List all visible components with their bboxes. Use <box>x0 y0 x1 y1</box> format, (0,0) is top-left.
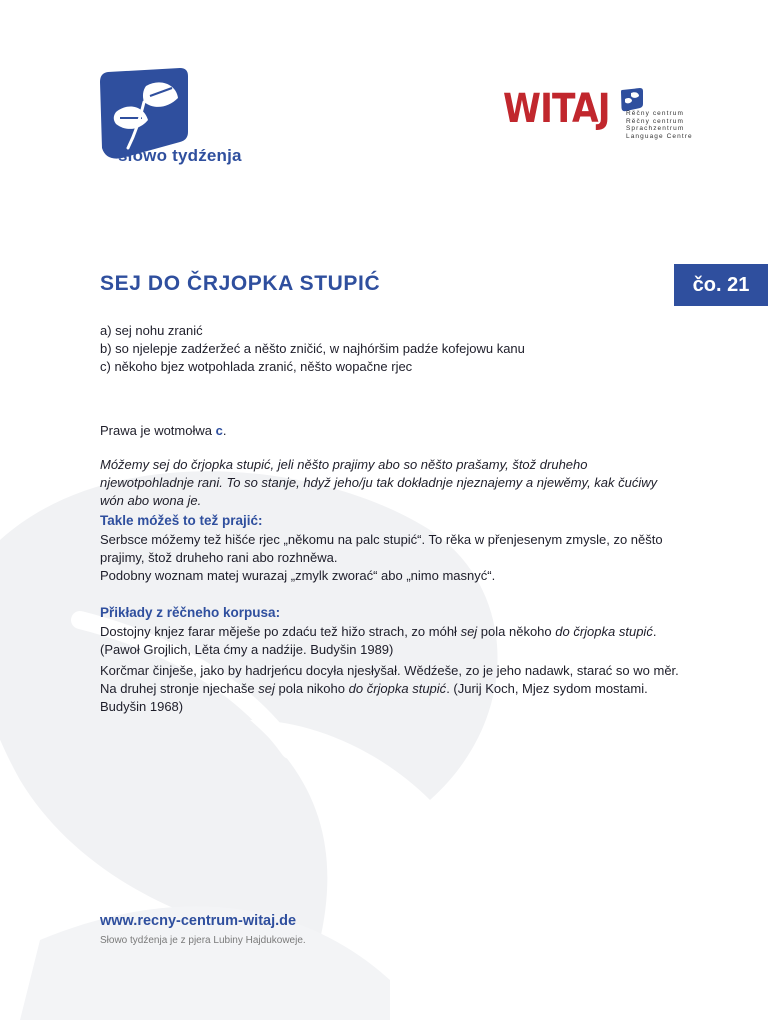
example-text: pola nikoho <box>274 681 349 696</box>
witaj-line: Sprachzentrum <box>626 125 685 133</box>
issue-number-badge: čo. 21 <box>674 264 768 306</box>
witaj-line: Rěčny centrum <box>626 110 685 117</box>
website-link[interactable]: www.recny-centrum-witaj.de <box>100 913 297 929</box>
example-italic: do črjopka stupić <box>348 681 447 696</box>
example-text: . (Pawoł Grojlich, Lěta ćmy a nadźije. Budyšin 1989) <box>100 624 657 657</box>
author-credit: Słowo tydźenja je z pjera Lubiny Hajdukoweje. <box>100 935 306 946</box>
example-italic: do črjopka stupić <box>555 624 653 639</box>
option-c: c) někoho bjez wotpohlada zranić, něšto wopačne rjec <box>100 359 413 374</box>
alternatives-body <box>100 531 680 585</box>
answer-letter: c <box>215 423 223 438</box>
corpus-example-2 <box>100 662 680 716</box>
example-text: Dostojny knjez farar měješe po zdaću tež hižo strach, zo móhł <box>100 624 461 639</box>
witaj-language-lines <box>626 110 693 140</box>
option-b: b) so njelepje zadźeržeć a něšto zničić, w najhóršim padźe kofejowu kanu <box>100 341 525 356</box>
witaj-wordmark: WITAJ <box>503 86 610 132</box>
example-text: . (Jurij Koch, Mjez sydom mostami. Budyšin 1968) <box>100 681 648 714</box>
alternatives-heading: Takle móžeš to tež prajić: <box>100 513 263 528</box>
alternatives-line: Serbsce móžemy tež hišće rjec „někomu na palc stupić“. To rěka w přenjesenym zmysle, zo něšto prajimy, štož druheho rani abo rozhněwa. <box>100 532 663 565</box>
logo-caption: słowo tydźenja <box>118 146 242 165</box>
background-leaf-watermark <box>0 420 660 1020</box>
alternatives-line: Podobny woznam matej wurazaj „zmylk zworać“ abo „nimo masnyć“. <box>100 568 496 583</box>
option-a: a) sej nohu zranić <box>100 323 203 338</box>
witaj-leaf-icon <box>620 86 644 112</box>
answer-options <box>100 322 680 376</box>
example-italic: sej <box>258 681 275 696</box>
answer-text: Prawa je wotmołwa <box>100 423 216 438</box>
explanation-paragraph: Móžemy sej do črjopka stupić, jeli něšto prajimy abo so něšto prašamy, štož druheho njewotpohladnje rani. To so stanje, hdyž jeho/ju tak dokładnje njeznajemy a njewěmy, kak čućiwy wón abo wona je. <box>100 457 658 508</box>
example-text: pola někoho <box>477 624 556 639</box>
idiom-headword: SEJ DO ČRJOPKA STUPIĆ <box>100 272 381 295</box>
witaj-line: Rěčny centrum <box>626 117 685 125</box>
examples-body <box>100 623 680 716</box>
example-italic: sej <box>460 624 478 639</box>
example-text: Korčmar činješe, jako by hadrjeńcu docyła njesłyšał. Wědźeše, zo je jeho nadawk, starać so wo měr. Na druhej stronje njechaše <box>100 663 679 696</box>
corpus-example-1 <box>100 623 680 659</box>
examples-heading: Přikłady z rěčneho korpusa: <box>100 605 281 620</box>
correct-answer <box>100 422 680 440</box>
answer-end: . <box>222 423 227 438</box>
witaj-line: Language Centre <box>626 132 693 140</box>
